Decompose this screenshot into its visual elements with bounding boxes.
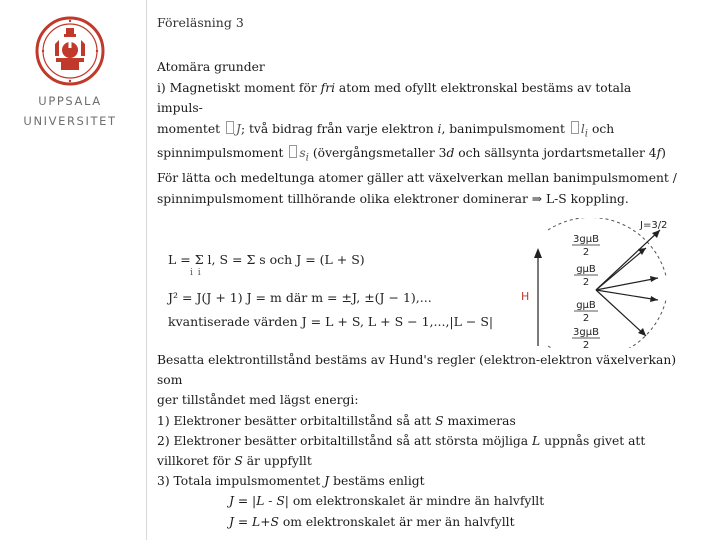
symbol-J: J <box>324 474 330 489</box>
section-heading: Atomära grunder <box>157 60 265 74</box>
rule-1 <box>157 411 697 431</box>
missing-glyph-icon <box>289 145 297 158</box>
para2-line2: spinnimpulsmoment tillhörande olika elektroner dominerar ⇒ L-S koppling. <box>157 191 629 206</box>
vector-J <box>596 230 660 290</box>
intro-text: och <box>588 121 615 136</box>
case-formula: J = |L - S| <box>229 494 289 509</box>
level-label-den: 2 <box>582 340 590 348</box>
symbol-d: d <box>446 146 455 161</box>
rule-text: 3) Totala impulsmomentet <box>157 474 325 489</box>
intro-text: spinnimpulsmoment <box>157 146 288 161</box>
symbol-f: f <box>656 146 662 161</box>
logo-text-line2: UNIVERSITET <box>23 114 117 128</box>
symbol-s-sub: i <box>305 151 309 164</box>
vector-2 <box>596 278 658 290</box>
rule-text: maximeras <box>443 413 516 428</box>
intro-text: atom med ofyllt elektronskal bestäms av totala impuls- <box>157 80 632 115</box>
level-label-num: gμB <box>576 264 596 275</box>
vector-model-diagram <box>508 218 676 348</box>
rules-intro-line2: ger tillståndet med lägst energi: <box>157 393 359 408</box>
symbol-l: l <box>580 121 585 136</box>
rule-text: villkoret för <box>157 454 235 469</box>
precession-arc-lower <box>548 300 666 348</box>
lecture-title: Föreläsning 3 <box>157 15 244 30</box>
formula-line-3: kvantiserade värden J = L + S, L + S − 1,...,|L − S| <box>168 314 494 329</box>
intro-text: och sällsynta jordartsmetaller 4 <box>454 146 657 161</box>
intro-text: , banimpulsmoment <box>441 121 569 136</box>
diagram-top-label: J=3/2 <box>640 220 668 231</box>
formula-line-1: L = Σ l, S = Σ s och J = (L + S) <box>168 252 365 267</box>
symbol-J: J <box>236 121 241 136</box>
level-label-num: 3gμB <box>573 327 599 338</box>
rules-intro <box>157 350 697 411</box>
level-label-den: 2 <box>582 313 590 324</box>
formula-line-1-subscripts: i i <box>190 268 202 278</box>
vector-1 <box>596 248 646 290</box>
level-label-num: 3gμB <box>573 234 599 245</box>
rule-text: bestäms enligt <box>329 474 425 489</box>
symbol-L: L <box>531 433 541 448</box>
rule-2 <box>157 431 697 471</box>
intro-text: ; två bidrag från varje elektron <box>240 121 438 136</box>
missing-glyph-icon <box>226 121 234 134</box>
rule-3 <box>157 471 697 491</box>
intro-text: momentet <box>157 121 224 136</box>
para2-line1: För lätta och medeltunga atomer gäller att växelverkan mellan banimpulsmoment / <box>157 171 677 186</box>
symbol-l-sub: i <box>584 126 589 139</box>
sidebar-divider <box>146 0 147 540</box>
formula-block <box>168 248 508 336</box>
symbol-i: i <box>437 121 442 136</box>
field-arrowhead-icon <box>534 248 542 258</box>
vector-arrowheads-icon <box>638 230 660 336</box>
case-formula: J = L+S <box>229 514 279 529</box>
case-text: om elektronskalet är mer än halvfyllt <box>278 514 515 529</box>
symbol-s: s <box>299 146 306 161</box>
hunds-rules-block <box>157 350 697 532</box>
rule-text: är uppfyllt <box>242 454 312 469</box>
case-text: om elektronskalet är mindre än halvfyllt <box>288 494 545 509</box>
logo-text-line1: UPPSALA <box>38 94 102 108</box>
intro-fri: fri <box>320 80 336 95</box>
intro-text: (övergångsmetaller 3 <box>308 146 447 161</box>
intro-text: ) <box>661 146 666 161</box>
level-label-den: 2 <box>582 247 590 258</box>
rules-intro-line1: Besatta elektrontillstånd bestäms av Hund's regler (elektron-elektron växelverkan) som <box>157 353 677 388</box>
rule-text: 2) Elektroner besätter orbitaltillstånd så att största möjliga <box>157 433 532 448</box>
content-block <box>157 57 677 209</box>
field-label: H <box>521 290 530 303</box>
moment-vectors <box>596 230 660 336</box>
intro-paragraph <box>157 78 677 169</box>
rule-text: uppnås givet att <box>540 433 646 448</box>
symbol-S: S <box>435 413 444 428</box>
rule-3-case-2 <box>157 512 697 532</box>
rule-3-case-1 <box>157 491 697 511</box>
intro-text: i) Magnetiskt moment för <box>157 80 321 95</box>
symbol-S: S <box>234 454 243 469</box>
rule-text: 1) Elektroner besätter orbitaltillstånd så att <box>157 413 436 428</box>
level-label-num: gμB <box>576 300 596 311</box>
formula-line-2: J² = J(J + 1) J = m där m = ±J, ±(J − 1),... <box>168 290 432 305</box>
missing-glyph-icon <box>571 121 579 134</box>
level-label-den: 2 <box>582 277 590 288</box>
ls-coupling-paragraph <box>157 168 677 209</box>
university-logo <box>20 14 120 128</box>
university-seal-icon <box>35 14 105 88</box>
